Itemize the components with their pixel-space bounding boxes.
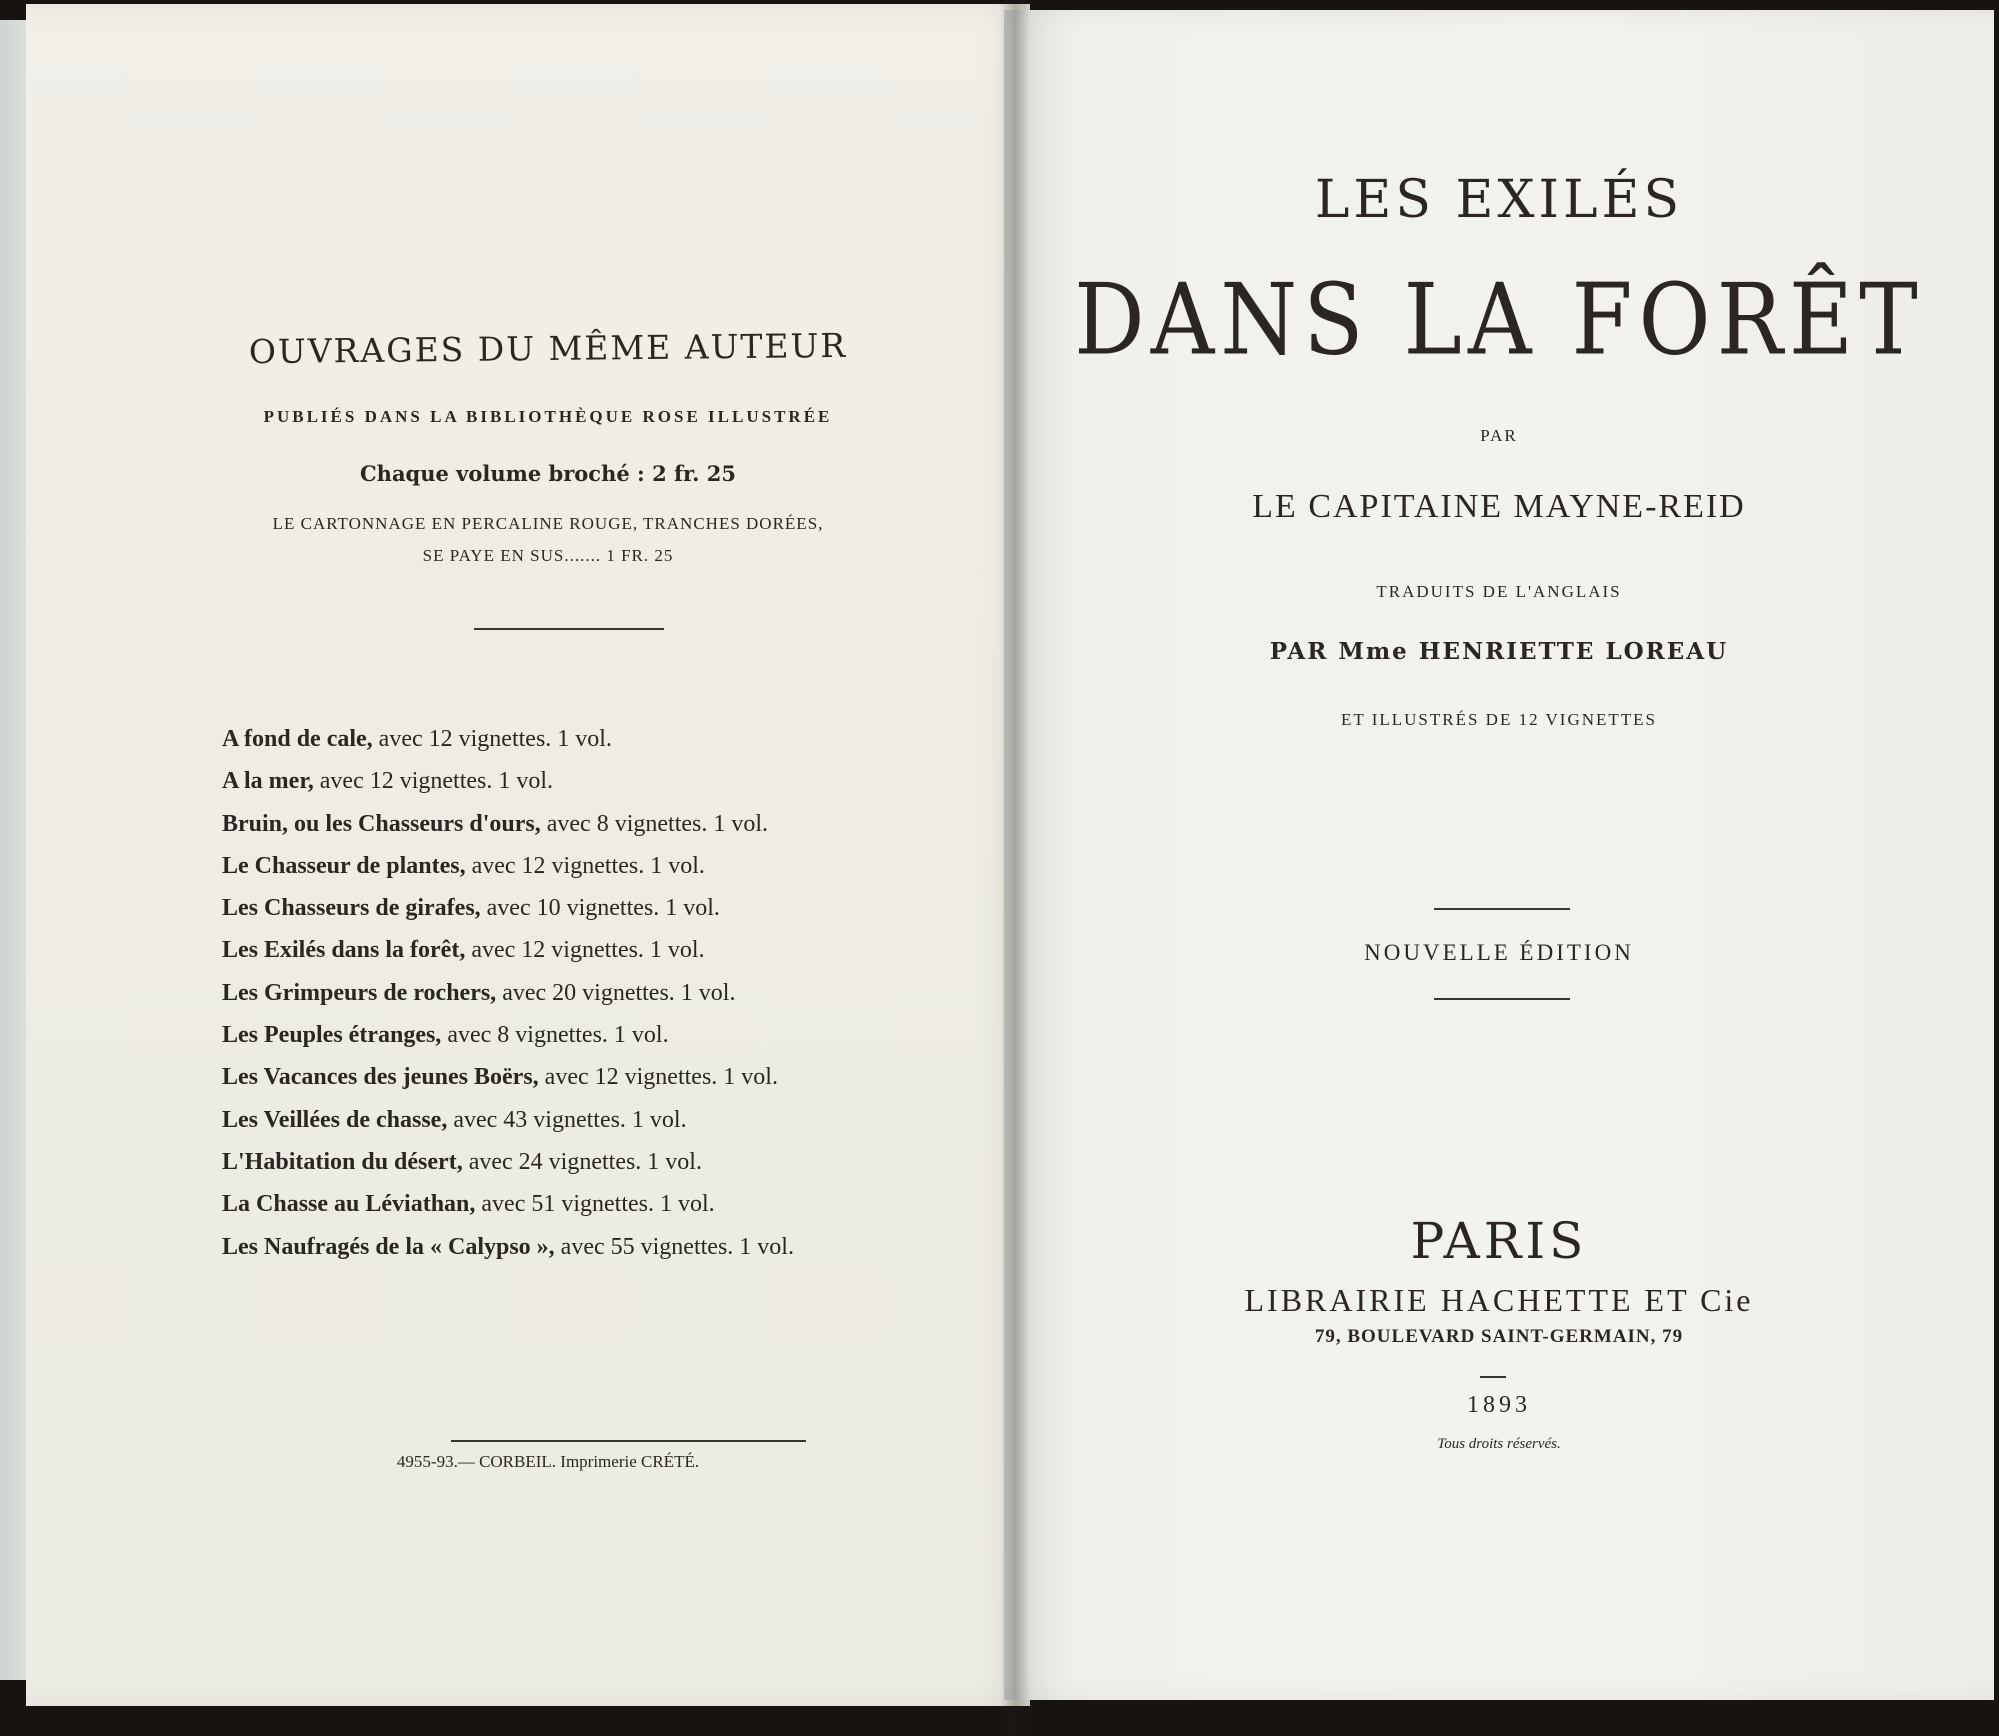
list-item: [222, 768, 982, 810]
year-rule: [1480, 1376, 1506, 1378]
list-item: [222, 811, 982, 853]
author-name: LE CAPITAINE MAYNE-REID: [1252, 488, 1746, 525]
list-item: [222, 1191, 982, 1233]
list-item: [222, 1149, 982, 1191]
book-title: Les Grimpeurs de rochers,: [222, 979, 497, 1006]
list-item: [222, 895, 982, 937]
book-title: Les Peuples étranges,: [222, 1022, 442, 1049]
printer-footer: 4955-93.— CORBEIL. Imprimerie CRÉTÉ.: [396, 1452, 700, 1471]
list-item: [222, 937, 982, 979]
list-item: [222, 1107, 982, 1149]
book-details: avec 55 vignettes. 1 vol.: [560, 1233, 794, 1260]
book-title: Les Vacances des jeunes Boërs,: [222, 1064, 539, 1091]
publisher-name: LIBRAIRIE HACHETTE ET Cie: [1244, 1282, 1754, 1318]
list-item: [222, 980, 982, 1022]
gutter-shadow: [1000, 0, 1030, 1736]
rights-notice: Tous droits réservés.: [1437, 1436, 1561, 1452]
book-title: Les Exilés dans la forêt,: [222, 937, 466, 964]
edition-rule-top: [1434, 908, 1570, 910]
list-item: [222, 1064, 982, 1106]
left-page-heading: OUVRAGES DU MÊME AUTEUR: [248, 325, 848, 372]
book-details: avec 24 vignettes. 1 vol.: [468, 1148, 702, 1175]
footer-rule: [451, 1440, 806, 1442]
title-page: [1004, 10, 1994, 1700]
book-title: Bruin, ou les Chasseurs d'ours,: [222, 810, 541, 837]
book-title: A fond de cale,: [222, 726, 373, 752]
cartonnage-line-1: LE CARTONNAGE EN PERCALINE ROUGE, TRANCHES DORÉES,: [272, 514, 824, 533]
title-line-1: LES EXILÉS: [1314, 170, 1684, 230]
book-details: avec 12 vignettes. 1 vol.: [544, 1064, 778, 1091]
title-line-2: DANS LA FORÊT: [1074, 261, 1924, 378]
book-details: avec 8 vignettes. 1 vol.: [447, 1022, 669, 1049]
illustrations-note: ET ILLUSTRÉS DE 12 VIGNETTES: [1340, 710, 1658, 729]
cartonnage-line-2: SE PAYE EN SUS....... 1 FR. 25: [422, 546, 674, 565]
titles-list: [222, 726, 982, 1276]
by-label: PAR: [1480, 426, 1518, 445]
book-details: avec 10 vignettes. 1 vol.: [486, 895, 720, 922]
book-details: avec 12 vignettes. 1 vol.: [378, 726, 612, 752]
list-item: [222, 1022, 982, 1064]
book-title: A la mer,: [222, 768, 314, 795]
book-title: La Chasse au Léviathan,: [222, 1191, 476, 1218]
city-name: PARIS: [1410, 1212, 1588, 1270]
book-details: avec 51 vignettes. 1 vol.: [481, 1191, 715, 1218]
price-line: Chaque volume broché : 2 fr. 25: [359, 461, 737, 486]
translated-label: TRADUITS DE L'ANGLAIS: [1376, 582, 1622, 601]
book-title: Les Veillées de chasse,: [222, 1106, 448, 1133]
left-page: [26, 4, 1030, 1706]
edition-rule-bottom: [1434, 998, 1570, 1000]
left-page-subheading: PUBLIÉS DANS LA BIBLIOTHÈQUE ROSE ILLUSTRÉE: [263, 407, 833, 426]
section-divider: [474, 628, 664, 630]
book-title: Le Chasseur de plantes,: [222, 852, 466, 879]
book-title: L'Habitation du désert,: [222, 1148, 463, 1175]
book-details: avec 12 vignettes. 1 vol.: [319, 768, 554, 795]
book-details: avec 20 vignettes. 1 vol.: [502, 979, 736, 1006]
list-item: [222, 1234, 982, 1276]
publication-year: 1893: [1467, 1392, 1531, 1418]
edition-label: NOUVELLE ÉDITION: [1364, 940, 1634, 965]
translator-name: PAR Mme HENRIETTE LOREAU: [1269, 638, 1729, 665]
book-details: avec 8 vignettes. 1 vol.: [546, 810, 769, 837]
book-title: Les Naufragés de la « Calypso »,: [222, 1233, 555, 1260]
book-details: avec 43 vignettes. 1 vol.: [453, 1106, 687, 1133]
book-details: avec 12 vignettes. 1 vol.: [471, 852, 705, 879]
book-title: Les Chasseurs de girafes,: [222, 895, 481, 922]
list-item: [222, 726, 982, 768]
publisher-address: 79, BOULEVARD SAINT-GERMAIN, 79: [1314, 1326, 1684, 1347]
list-item: [222, 853, 982, 895]
book-details: avec 12 vignettes. 1 vol.: [471, 937, 705, 964]
